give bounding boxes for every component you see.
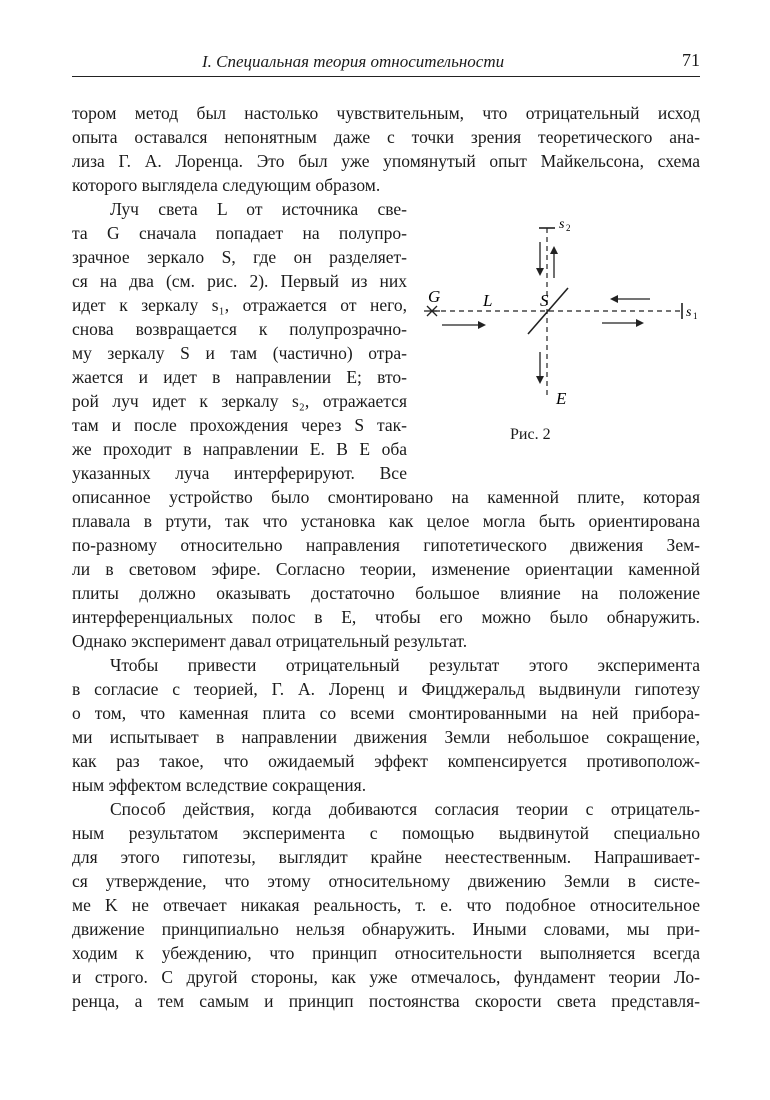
text-line: опыта оставался непонятным даже с точки зрения теоретического ана- xyxy=(72,127,700,147)
label-s1-sub: 1 xyxy=(693,311,698,321)
text-line: Способ действия, когда добиваются согласия теории с отрицатель- xyxy=(110,799,700,819)
text-line: о том, что каменная плита со всеми смонтированными на ней прибора- xyxy=(72,703,700,723)
text-line: лиза Г. А. Лоренца. Это был уже упомянутый опыт Майкельсона, схема xyxy=(72,151,700,171)
text-line: ходим к убеждению, что принцип относительности выполняется всегда xyxy=(72,943,700,963)
text-line: ми испытывает в направлении движения Земли небольшое сокращение, xyxy=(72,727,700,747)
text-line: которого выглядела следующим образом. xyxy=(72,175,381,195)
text-line: и строго. С другой стороны, как уже отмечалось, фундамент теории Ло- xyxy=(72,967,700,987)
text-line: плиты должно оказывать достаточно большое влияние на положение xyxy=(72,583,700,603)
text-line: интерференциальных полос в E, чтобы его можно было обнаружить. xyxy=(72,607,700,627)
arrow-down-icon xyxy=(536,268,544,276)
label-s2-sub: 2 xyxy=(566,223,571,233)
text-line: идет к зеркалу s₁, отражается от него, xyxy=(72,295,407,315)
text-line: указанных луча интерферируют. Все xyxy=(72,463,407,483)
michelson-diagram xyxy=(420,210,710,460)
text-line: там и после прохождения через S так- xyxy=(72,415,407,435)
text-line: жается и идет в направлении E; вто- xyxy=(72,367,407,387)
label-e: E xyxy=(556,389,567,408)
figure-caption: Рис. 2 xyxy=(510,426,551,443)
text-line: тором метод был настолько чувствительным, что отрицательный исход xyxy=(72,103,700,123)
label-s: S xyxy=(540,291,549,310)
arrow-up-icon xyxy=(550,246,558,254)
arrow-right-icon xyxy=(636,319,644,327)
arrow-right-icon xyxy=(478,321,486,329)
text-line: му зеркалу S и там (частично) отра- xyxy=(72,343,407,363)
text-line: в согласие с теорией, Г. А. Лоренц и Фицджеральд выдвинули гипотезу xyxy=(72,679,700,699)
text-line: для этого гипотезы, выглядит крайне неестественным. Напрашивает- xyxy=(72,847,700,867)
label-s1: s xyxy=(686,305,692,320)
text-line: снова возвращается к полупрозрачно- xyxy=(72,319,407,339)
header-title: I. Специальная теория относительности xyxy=(202,52,505,71)
arrow-down-icon xyxy=(536,376,544,384)
text-line: ным эффектом вследствие сокращения. xyxy=(72,775,367,795)
text-line: же проходит в направлении E. В E оба xyxy=(72,439,407,459)
arrow-left-icon xyxy=(610,295,618,303)
text-line: рой луч идет к зеркалу s₂, отражается xyxy=(72,391,407,411)
text-line: та G сначала попадает на полупро- xyxy=(72,223,407,243)
page-number: 71 xyxy=(682,50,700,70)
text-line: Однако эксперимент давал отрицательный результат. xyxy=(72,631,468,651)
text-line: ся на два (см. рис. 2). Первый из них xyxy=(72,271,407,291)
text-line: плавала в ртути, так что установка как целое могла быть ориентирована xyxy=(72,511,700,531)
text-line: как раз такое, что ожидаемый эффект компенсируется противополож- xyxy=(72,751,700,771)
text-line: Луч света L от источника све- xyxy=(110,199,407,219)
text-line: движение принципиально нельзя обнаружить. Иными словами, мы при- xyxy=(72,919,700,939)
text-line: описанное устройство было смонтировано на каменной плите, которая xyxy=(72,487,700,507)
text-line: зрачное зеркало S, где он разделяет- xyxy=(72,247,407,267)
running-header xyxy=(72,50,700,77)
text-line: Чтобы привести отрицательный результат этого эксперимента xyxy=(110,655,700,675)
label-l: L xyxy=(483,291,493,310)
text-line: по-разному относительно направления гипотетического движения Зем- xyxy=(72,535,700,555)
text-line: ным результатом эксперимента с помощью выдвинутой специально xyxy=(72,823,700,843)
text-line: ренца, а тем самым и принцип постоянства скорости света представля- xyxy=(72,991,700,1011)
text-line: ся утверждение, что этому относительному движению Земли в систе- xyxy=(72,871,700,891)
text-line: ли в световом эфире. Согласно теории, изменение ориентации каменной xyxy=(72,559,700,579)
label-g: G xyxy=(428,287,441,306)
label-s2: s xyxy=(559,217,565,232)
text-line: ме K не отвечает никакая реальность, т. е. что подобное относительное xyxy=(72,895,700,915)
